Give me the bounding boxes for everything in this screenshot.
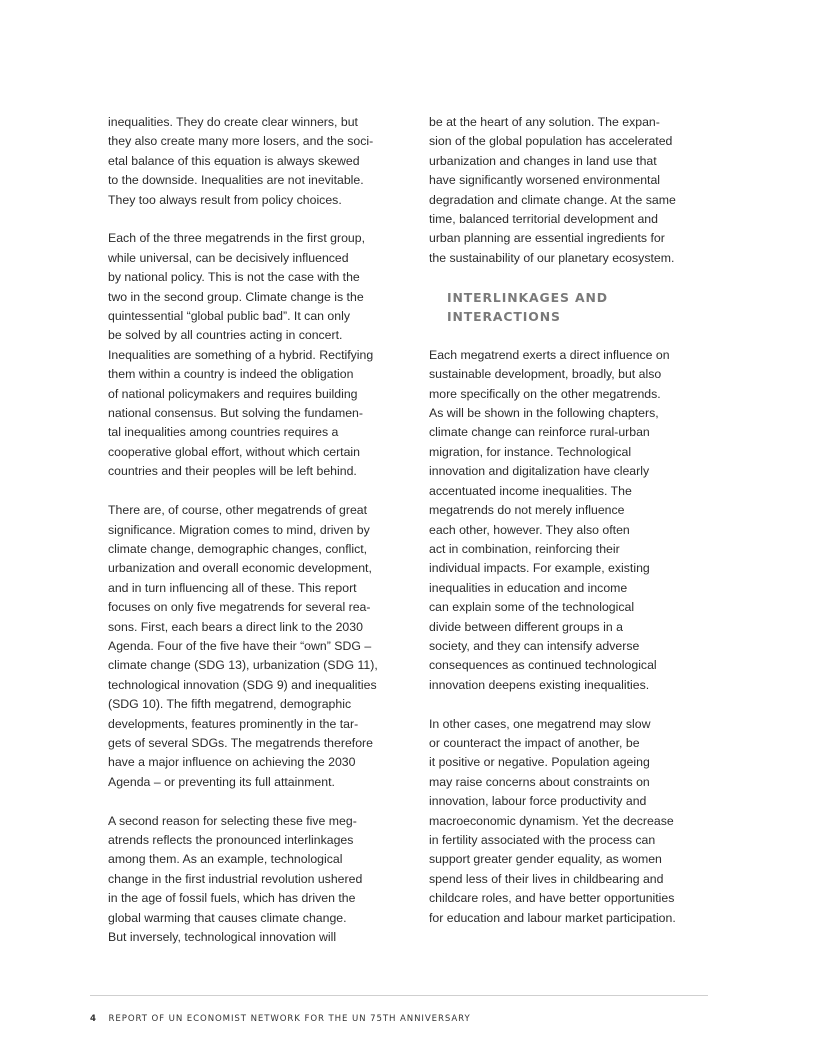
text-line: quintessential “global public bad”. It can only xyxy=(108,309,350,324)
text-line: consequences as continued technological xyxy=(429,658,657,673)
text-line: But inversely, technological innovation will xyxy=(108,930,337,945)
text-line: more specifically on the other megatrends. xyxy=(429,386,661,401)
text-line: sons. First, each bears a direct link to the 2030 xyxy=(108,619,363,634)
right-paragraph-1 xyxy=(429,346,719,695)
text-line: developments, features prominently in the tar- xyxy=(108,716,359,731)
text-line: megatrends do not merely influence xyxy=(429,503,625,518)
text-line: in fertility associated with the process can xyxy=(429,832,656,847)
text-line: (SDG 10). The fifth megatrend, demographic xyxy=(108,697,352,712)
text-line: sion of the global population has accelerated xyxy=(429,134,673,149)
text-line: for education and labour market participation. xyxy=(429,910,676,925)
text-line: innovation and digitalization have clearly xyxy=(429,464,650,479)
text-line: support greater gender equality, as women xyxy=(429,852,662,867)
text-line: it positive or negative. Population ageing xyxy=(429,755,650,770)
text-line: have significantly worsened environmental xyxy=(429,173,661,188)
text-line: In other cases, one megatrend may slow xyxy=(429,716,651,731)
text-line: Inequalities are something of a hybrid. Rectifying xyxy=(108,347,374,362)
text-line: urbanization and overall economic development, xyxy=(108,561,372,576)
text-line: divide between different groups in a xyxy=(429,619,623,634)
text-line: technological innovation (SDG 9) and inequalities xyxy=(108,677,377,692)
text-line: cooperative global effort, without which certain xyxy=(108,444,361,459)
left-paragraph-2 xyxy=(108,229,408,481)
text-line: accentuated income inequalities. The xyxy=(429,483,632,498)
text-line: in the age of fossil fuels, which has driven the xyxy=(108,891,356,906)
text-line: Each of the three megatrends in the first group, xyxy=(108,231,366,246)
text-line: Each megatrend exerts a direct influence on xyxy=(429,347,670,362)
section-heading xyxy=(447,288,719,327)
text-line: childcare roles, and have better opportunities xyxy=(429,891,675,906)
text-line: gets of several SDGs. The megatrends therefore xyxy=(108,735,373,750)
text-line: Agenda – or preventing its full attainment. xyxy=(108,774,335,789)
left-paragraph-3 xyxy=(108,501,408,792)
text-line: climate change, demographic changes, conflict, xyxy=(108,541,368,556)
text-line: or counteract the impact of another, be xyxy=(429,735,640,750)
text-line: There are, of course, other megatrends of great xyxy=(108,503,368,518)
text-line: inequalities. They do create clear winners, but xyxy=(108,115,358,129)
section-heading-line: INTERACTIONS xyxy=(447,309,561,325)
right-paragraph-2 xyxy=(429,715,719,928)
text-line: they also create many more losers, and the soci- xyxy=(108,134,374,149)
right-column xyxy=(429,113,719,947)
text-line: sustainable development, broadly, but also xyxy=(429,367,662,382)
text-line: to the downside. Inequalities are not inevitable. xyxy=(108,173,364,188)
text-line: Agenda. Four of the five have their “own” SDG – xyxy=(108,638,372,653)
left-column xyxy=(108,113,408,967)
section-heading-line: INTERLINKAGES AND xyxy=(447,289,608,305)
right-intro-paragraph xyxy=(429,113,719,268)
text-line: significance. Migration comes to mind, driven by xyxy=(108,522,370,537)
text-line: urban planning are essential ingredients for xyxy=(429,231,665,246)
text-line: global warming that causes climate change. xyxy=(108,910,347,925)
text-line: be solved by all countries acting in concert. xyxy=(108,328,343,343)
text-line: spend less of their lives in childbearing and xyxy=(429,871,664,886)
text-line: the sustainability of our planetary ecosystem. xyxy=(429,250,675,265)
text-line: each other, however. They also often xyxy=(429,522,630,537)
page-footer xyxy=(90,1014,471,1024)
text-line: inequalities in education and income xyxy=(429,580,628,595)
text-line: change in the first industrial revolution ushered xyxy=(108,871,363,886)
text-line: migration, for instance. Technological xyxy=(429,444,632,459)
text-line: have a major influence on achieving the 2030 xyxy=(108,755,356,770)
text-line: climate change can reinforce rural-urban xyxy=(429,425,650,440)
left-paragraph-1 xyxy=(108,113,408,210)
text-line: society, and they can intensify adverse xyxy=(429,638,640,653)
text-line: may raise concerns about constraints on xyxy=(429,774,650,789)
text-line: innovation, labour force productivity and xyxy=(429,794,647,809)
text-line: climate change (SDG 13), urbanization (SDG 11), xyxy=(108,658,378,673)
text-line: degradation and climate change. At the same xyxy=(429,192,676,207)
text-line: countries and their peoples will be left behind. xyxy=(108,464,357,479)
page-number: 4 xyxy=(90,1014,97,1024)
text-line: time, balanced territorial development and xyxy=(429,212,658,227)
text-line: national consensus. But solving the fundamen- xyxy=(108,406,363,421)
text-line: be at the heart of any solution. The expan- xyxy=(429,115,660,129)
text-line: can explain some of the technological xyxy=(429,600,635,615)
text-line: while universal, can be decisively influenced xyxy=(108,250,349,265)
text-line: urbanization and changes in land use that xyxy=(429,153,657,168)
text-line: individual impacts. For example, existing xyxy=(429,561,650,576)
text-line: They too always result from policy choices. xyxy=(108,192,342,207)
text-line: by national policy. This is not the case with the xyxy=(108,270,360,285)
text-line: act in combination, reinforcing their xyxy=(429,541,620,556)
text-line: macroeconomic dynamism. Yet the decrease xyxy=(429,813,674,828)
text-line: of national policymakers and requires building xyxy=(108,386,358,401)
report-title: REPORT OF UN ECONOMIST NETWORK FOR THE UN 75TH ANNIVERSARY xyxy=(108,1014,471,1024)
footer-divider xyxy=(90,995,708,996)
text-line: innovation deepens existing inequalities. xyxy=(429,677,650,692)
text-line: and in turn influencing all of these. This report xyxy=(108,580,357,595)
text-line: A second reason for selecting these five meg- xyxy=(108,813,357,828)
text-line: among them. As an example, technological xyxy=(108,852,343,867)
text-line: them within a country is indeed the obligation xyxy=(108,367,354,382)
text-line: As will be shown in the following chapters, xyxy=(429,406,659,421)
text-line: atrends reflects the pronounced interlinkages xyxy=(108,832,354,847)
text-line: tal inequalities among countries requires a xyxy=(108,425,339,440)
text-line: two in the second group. Climate change is the xyxy=(108,289,364,304)
text-line: etal balance of this equation is always skewed xyxy=(108,153,360,168)
text-line: focuses on only five megatrends for several rea- xyxy=(108,600,371,615)
left-paragraph-4 xyxy=(108,812,408,948)
